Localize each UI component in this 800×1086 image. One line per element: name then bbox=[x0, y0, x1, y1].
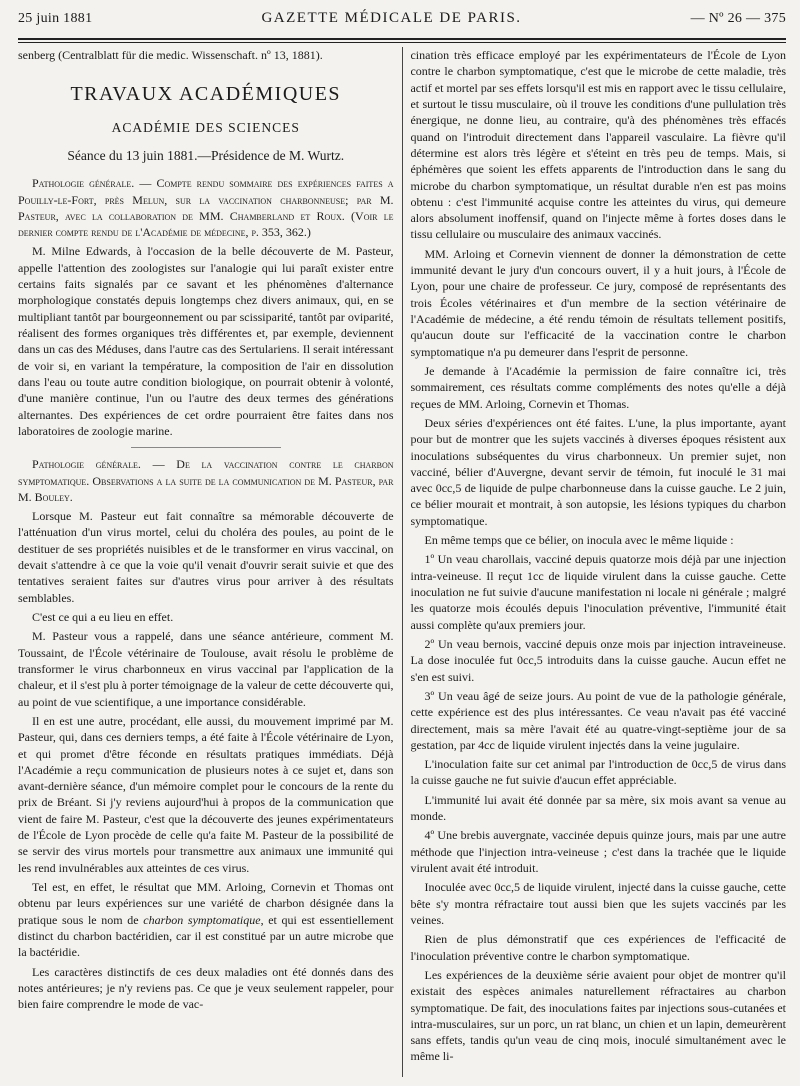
sub-heading: ACADÉMIE DES SCIENCES bbox=[111, 119, 300, 135]
header-issue-page bbox=[691, 11, 786, 27]
right-paragraph-7: 2º Un veau bernois, vacciné depuis onze mois par injection intraveineuse. La dose inoculée fut 0cc,5 introduits dans la cuisse gauche. Aucun effet ne s'en est suivi. bbox=[410, 636, 786, 684]
right-paragraph-9: L'inoculation faite sur cet animal par l'introduction de 0cc,5 de virus dans la cuisse gauche ne fut suivie d'aucun effet appréciable. bbox=[410, 757, 786, 788]
left-column bbox=[18, 47, 394, 1077]
right-paragraph-10: L'immunité lui avait été donnée par sa mère, six mois avant sa venue au monde. bbox=[410, 792, 786, 824]
right-paragraph-6: 1º Un veau charollais, vacciné depuis quatorze mois déjà par une injection intra-veineuse. Il reçut 1cc de liquide virulent dans la cuisse gauche. Cette inoculation ne fut suivie d'aucune manifestation ni locale ni générale ; malgré les quatorze mois écoulés depuis l'inoculation préventive, l'immunité était aussi complète qu'aux premiers jour. bbox=[410, 552, 786, 632]
section2-paragraph-2: C'est ce qui a eu lieu en effet. bbox=[32, 610, 174, 625]
section1-title: Pathologie générale. — Compte rendu sommaire des expériences faites a Pouilly-le-Fort, près Melun, sur la vaccination charbonneuse; par M. Pasteur, avec la collaboration de MM. Chamberland et Roux. (Voir le dernier compte rendu de l'Académie de médecine, p. 353, 362.) bbox=[18, 176, 394, 240]
header-title: GAZETTE MÉDICALE DE PARIS. bbox=[261, 10, 522, 26]
right-paragraph-13: Rien de plus démonstratif que ces expériences de l'efficacité de l'inoculation préventive contre le charbon symptomatique. bbox=[410, 932, 786, 963]
right-paragraph-1: cination très efficace employé par les expérimentateurs de l'École de Lyon contre le charbon symptomatique, c'est que le microbe de cette maladie, très actif et mortel par ses effets lorsqu'il est mis en rapport avec le tissu cellulaire, et surtout le tissu musculaire, où il trouve les conditions d'une pullulation très énergique, ne donne lieu, au contraire, qu'à des phénomènes très effacés quand on l'introduit directement dans l'appareil vasculaire. La fièvre qu'il détermine est alors très légère et s'éteint en très peu de temps. Mais, si éphémères que soient les effets apparents de l'introduction dans le sang du microbe du charbon symptomatique, un résultat durable n'en est pas moins obtenu : c'est l'immunité acquise contre les atteintes du virus, qui demeure alors absolument inoffensif, quand on l'injecte même à fortes doses dans le tissu cellulaire ou musculaire des animaux vaccinés. bbox=[410, 48, 786, 242]
p5-text-b: , et qui est essentiellement distinct du charbon bactéridien, car il est constitué par un autre microbe que la bactéridie. bbox=[18, 912, 394, 960]
main-heading: TRAVAUX ACADÉMIQUES bbox=[70, 83, 342, 106]
right-paragraph-4: Deux séries d'expériences ont été faites. L'une, la plus importante, ayant pour but de montrer que les sujets vaccinés à diverses époques résistent aux inoculations subséquentes du virus charbonneux. Un premier sujet, non vacciné, bélier d'Auvergne, devant servir de témoin, fut inoculé le 31 mai avec 0cc,5 de liquide de pulpe charbonneuse dans la cuisse gauche. Le 2 juin, ce bélier mourait et montrait, à son autopsie, les lésions typiques du charbon symptomatique. bbox=[410, 415, 786, 528]
right-paragraph-8: 3º Un veau âgé de seize jours. Au point de vue de la pathologie générale, cette expérience est des plus intéressantes. Ce veau n'avait pas été vacciné directement, mais sa mère l'avait été au quatre-vingt-septième jour de sa gestation, par 4cc de liquide virulent injectés dans la veine jugulaire. bbox=[410, 688, 786, 752]
section2-title: Pathologie générale. — De la vaccination contre le charbon symptomatique. Observations a la suite de la communication de M. Pasteur, par M. Bouley. bbox=[18, 457, 394, 504]
section2-paragraph-4: Il en est une autre, procédant, elle aussi, du mouvement imprimé par M. Pasteur, qui, dans ces derniers temps, a été faite à l'École vétérinaire de Lyon, et qui promet d'être féconde en résultats pratiques immédiats. Déjà l'Académie a reçu communication de plusieurs notes à ce sujet et, dans son avant-dernière séance, d'un mémoire complet pour le concours de la rente du prix de Bréant. Si j'y reviens aujourd'hui à propos de la communication que vient de faire M. Pasteur, c'est que la découverte des jeunes expérimentateurs de l'École de Lyon procède de celle qu'a faite M. Pasteur de la possibilité de se servir des virus mortels pour transmettre aux animaux une immunité qui les rend invulnérables aux atteintes de ces virus. bbox=[18, 713, 394, 875]
page-header bbox=[18, 10, 786, 32]
left-intro: senberg (Centralblatt für die medic. Wissenschaft. nº 13, 1881). bbox=[18, 48, 323, 62]
header-rule bbox=[18, 38, 786, 43]
section2-paragraph-1: Lorsque M. Pasteur eut fait connaître sa mémorable découverte de l'atténuation d'un virus mortel, celui du choléra des poules, au point de le destituer de ses propriétés nuisibles et de le transformer en virus vaccinal, on devait s'attendre à ce que la voie qu'il venait d'ouvrir serait suivie et que des tentatives seraient faites sur d'autres virus pour arriver à des résultats semblables. bbox=[18, 509, 394, 605]
right-paragraph-11: 4º Une brebis auvergnate, vaccinée depuis quinze jours, mais par une autre méthode que l'injection intra-veineuse ; c'est dans la trachée que le liquide virulent avait été introduit. bbox=[410, 828, 786, 875]
section2-paragraph-3: M. Pasteur vous a rappelé, dans une séance antérieure, comment M. Toussaint, de l'École vétérinaire de Toulouse, avait résolu le problème de transformer le virus charbonneux en virus vaccinal par l'application de la chaleur, et il s'est plu à porter témoignage de la valeur de cette découverte qui, au point de vue scientifique, a une importance considérable. bbox=[18, 629, 394, 709]
columns bbox=[18, 47, 786, 1077]
header-issue: — Nº 26 — bbox=[690, 11, 761, 26]
section2-paragraph-6: Les caractères distinctifs de ces deux maladies ont été donnés dans des notes antérieures; je n'y reviens pas. Ce que je veux seulement rappeler, pour bien faire comprendre le mode de vac- bbox=[18, 964, 394, 1012]
right-paragraph-2: MM. Arloing et Cornevin viennent de donner la démonstration de cette immunité devant le jury d'un concours ouvert, il y a huit jours, à l'École de Lyon, pour une chaire de professeur. Ce jury, composé de représentants des trois Écoles vétérinaires et d'un membre de la section vétérinaire de l'Académie de médecine, a été rendu témoin de résultats tellement positifs, qu'aucun doute sur l'efficacité de la vaccination contre le charbon symptomatique n'a pu demeurer dans l'esprit de personne. bbox=[410, 246, 786, 359]
seance-line: Séance du 13 juin 1881.—Présidence de M. Wurtz. bbox=[67, 147, 345, 163]
header-date: 25 juin 1881 bbox=[18, 11, 93, 26]
p5-text-a: Tel est, en effet, le résultat que MM. Arloing, Cornevin et Thomas ont obtenu par leurs expériences sur une variété de charbon désignée dans la pratique sous le nom de bbox=[18, 880, 394, 927]
section-separator bbox=[131, 447, 281, 448]
right-column bbox=[410, 47, 786, 1077]
column-divider bbox=[402, 47, 403, 1077]
section1-paragraph: M. Milne Edwards, à l'occasion de la belle découverte de M. Pasteur, appelle l'attention des zoologistes sur l'analogie qui lui paraît exister entre certains faits signalés par ce savant et les phénomènes d'alternance morphologique constatés depuis longtemps chez divers animaux, qui, en se multipliant tantôt par bourgeonnement ou par scissiparité, tantôt par oviparité, réalisent des formes organiques très différentes et, par exemple, deviennent dans un cas des Méduses, dans l'autre cas des Sertulariens. Il serait intéressant de voir si, en variant la température, la composition de l'air en dissolution dans l'eau ou toute autre condition biologique, on pourrait obtenir à volonté, d'une manière continue, l'un ou l'autre des deux termes des générations alternantes. Des expériences de cet ordre pourraient être faites dans nos laboratoires de zoologie marine. bbox=[18, 244, 394, 438]
right-paragraph-5: En même temps que ce bélier, on inocula avec le même liquide : bbox=[424, 533, 734, 548]
right-paragraph-12: Inoculée avec 0cc,5 de liquide virulent, injecté dans la cuisse gauche, cette bête s'y montra réfractaire tout aussi bien que les sujets vaccinés par les veines. bbox=[410, 880, 786, 927]
p5-italic: charbon symptomatique bbox=[143, 912, 261, 927]
right-paragraph-14: Les expériences de la deuxième série avaient pour objet de montrer qu'il existait des espèces animales naturellement réfractaires au charbon symptomatique. De fait, des inoculations faites par injections sous-cutanées et intra-musculaires, sur un porc, un rat blanc, un chien et un lapin, demeurèrent sans effets, tandis qu'un veau de cinq mois, inoculé simultanément avec le même li- bbox=[410, 967, 786, 1064]
right-paragraph-3: Je demande à l'Académie la permission de faire connaître ici, très sommairement, ces résultats comme compléments des notes qu'elle a déjà reçues de MM. Arloing, Cornevin et Thomas. bbox=[410, 363, 786, 411]
header-page-number: 375 bbox=[764, 11, 786, 26]
section2-paragraph-5 bbox=[18, 879, 394, 961]
